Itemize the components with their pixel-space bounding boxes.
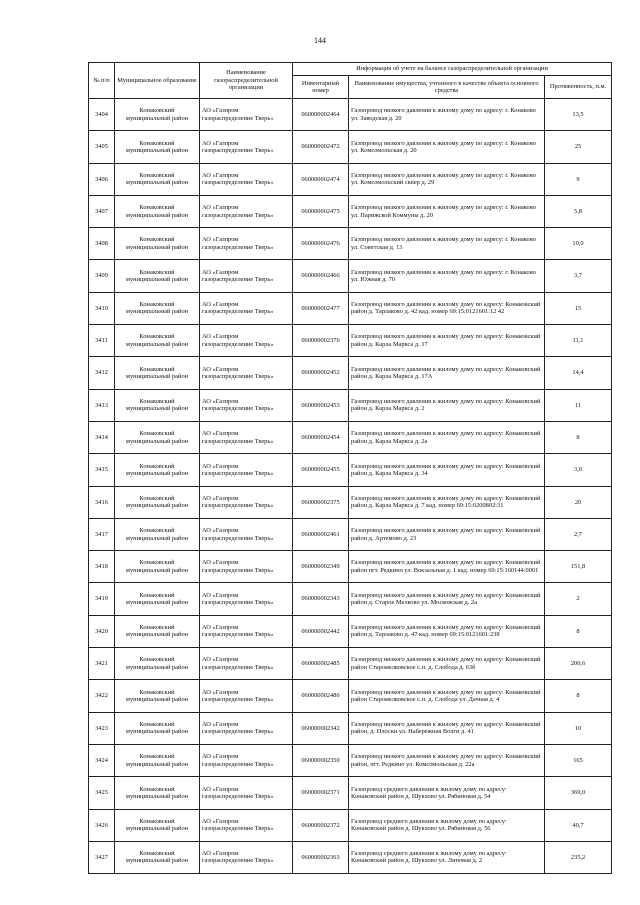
inventory-number-cell: 060000002343 (293, 583, 349, 615)
inventory-number-cell: 060000002349 (293, 551, 349, 583)
description-cell: Газопровод низкого давления к жилому дому по адресу: Конаковский район д. Старое Мелково ул. Московская д. 2а (349, 583, 545, 615)
row-number: 3422 (89, 680, 115, 712)
organization-cell: АО «Газпром газораспределение Тверь» (200, 712, 293, 744)
table-row (89, 454, 612, 486)
row-number: 3418 (89, 551, 115, 583)
inventory-number-cell: 060000002474 (293, 163, 349, 195)
page-number: 144 (314, 36, 326, 45)
length-cell: 10,0 (545, 228, 612, 260)
row-number: 3405 (89, 131, 115, 163)
municipality-cell: Конаковский муниципальный район (115, 518, 200, 550)
length-cell: 5,8 (545, 195, 612, 227)
municipality-cell: Конаковский муниципальный район (115, 777, 200, 809)
row-number: 3407 (89, 195, 115, 227)
municipality-cell: Конаковский муниципальный район (115, 583, 200, 615)
header-num: № п/п (89, 63, 115, 99)
inventory-number-cell: 060000002342 (293, 712, 349, 744)
municipality-cell: Конаковский муниципальный район (115, 131, 200, 163)
organization-cell: АО «Газпром газораспределение Тверь» (200, 99, 293, 131)
header-organization: Наименование газораспределительной организации (200, 63, 293, 99)
row-number: 3413 (89, 389, 115, 421)
length-cell: 8 (545, 615, 612, 647)
description-cell: Газопровод низкого давления к жилому дому по адресу: г. Конаково ул. Заводская д. 20 (349, 99, 545, 131)
organization-cell: АО «Газпром газораспределение Тверь» (200, 680, 293, 712)
length-cell: 2 (545, 583, 612, 615)
table-row (89, 615, 612, 647)
inventory-number-cell: 060000002375 (293, 486, 349, 518)
description-cell: Газопровод низкого давления к жилому дому по адресу: г. Конаково ул. Южная д. 70 (349, 260, 545, 292)
description-cell: Газопровод низкого давления к жилому дому по адресу: Конаковский район д. Тарлаково д. 47 кад. номер 69:15:0121601:238 (349, 615, 545, 647)
table-row (89, 680, 612, 712)
municipality-cell: Конаковский муниципальный район (115, 292, 200, 324)
municipality-cell: Конаковский муниципальный район (115, 809, 200, 841)
organization-cell: АО «Газпром газораспределение Тверь» (200, 357, 293, 389)
organization-cell: АО «Газпром газораспределение Тверь» (200, 841, 293, 873)
inventory-number-cell: 060000002363 (293, 841, 349, 873)
organization-cell: АО «Газпром газораспределение Тверь» (200, 518, 293, 550)
table-row (89, 99, 612, 131)
description-cell: Газопровод низкого давления к жилому дому по адресу: г. Конаково ул. Комсомольский сквер д. 29 (349, 163, 545, 195)
row-number: 3417 (89, 518, 115, 550)
table-row (89, 357, 612, 389)
row-number: 3408 (89, 228, 115, 260)
inventory-number-cell: 060000002455 (293, 454, 349, 486)
organization-cell: АО «Газпром газораспределение Тверь» (200, 228, 293, 260)
municipality-cell: Конаковский муниципальный район (115, 648, 200, 680)
organization-cell: АО «Газпром газораспределение Тверь» (200, 615, 293, 647)
description-cell: Газопровод низкого давления к жилому дому по адресу: Конаковский район д. Карла Маркса д. 7 кад. номер 69:15:0200802:31 (349, 486, 545, 518)
municipality-cell: Конаковский муниципальный район (115, 486, 200, 518)
description-cell: Газопровод низкого давления к жилому дому по адресу: Конаковский район д. Тарлаково д. 42 кад. номер 69:15:0121601:12 42 (349, 292, 545, 324)
length-cell: 13,5 (545, 99, 612, 131)
municipality-cell: Конаковский муниципальный район (115, 228, 200, 260)
organization-cell: АО «Газпром газораспределение Тверь» (200, 648, 293, 680)
table-row (89, 131, 612, 163)
table-row (89, 518, 612, 550)
table-row (89, 777, 612, 809)
organization-cell: АО «Газпром газораспределение Тверь» (200, 421, 293, 453)
organization-cell: АО «Газпром газораспределение Тверь» (200, 163, 293, 195)
municipality-cell: Конаковский муниципальный район (115, 163, 200, 195)
header-info-group: Информация об учете на балансе газораспределительной организации (293, 63, 612, 76)
row-number: 3411 (89, 325, 115, 357)
header-description: Наименование имущества, учтенного в качестве объекта основного средства (349, 76, 545, 99)
length-cell: 200,6 (545, 648, 612, 680)
description-cell: Газопровод низкого давления к жилому дому по адресу: Конаковский район д. Карла Маркса д. 2 (349, 389, 545, 421)
description-cell: Газопровод низкого давления к жилому дому по адресу: Конаковский район д. Карла Маркса д. 17 (349, 325, 545, 357)
inventory-number-cell: 060000002376 (293, 325, 349, 357)
table-row (89, 260, 612, 292)
inventory-number-cell: 060000002476 (293, 228, 349, 260)
length-cell: 369,0 (545, 777, 612, 809)
row-number: 3415 (89, 454, 115, 486)
description-cell: Газопровод среднего давления к жилому дому по адресу: Конаковский район д. Шукхово ул. Рябиновая д. 56 (349, 809, 545, 841)
table-row (89, 421, 612, 453)
row-number: 3412 (89, 357, 115, 389)
length-cell: 235,2 (545, 841, 612, 873)
length-cell: 11,1 (545, 325, 612, 357)
table-row (89, 583, 612, 615)
inventory-number-cell: 060000002454 (293, 421, 349, 453)
header-municipality: Муниципальное образование (115, 63, 200, 99)
municipality-cell: Конаковский муниципальный район (115, 551, 200, 583)
row-number: 3420 (89, 615, 115, 647)
municipality-cell: Конаковский муниципальный район (115, 680, 200, 712)
row-number: 3427 (89, 841, 115, 873)
inventory-number-cell: 060000002486 (293, 680, 349, 712)
description-cell: Газопровод низкого давления к жилому дому по адресу: Конаковский район д. Карла Маркса д. 2а (349, 421, 545, 453)
table-row (89, 809, 612, 841)
description-cell: Газопровод низкого давления к жилому дому по адресу: Конаковский район, д. Плоски ул. Набережная Волги д. 41 (349, 712, 545, 744)
description-cell: Газопровод низкого давления к жилому дому по адресу: г. Конаково ул. Комсомольская д. 20 (349, 131, 545, 163)
organization-cell: АО «Газпром газораспределение Тверь» (200, 486, 293, 518)
organization-cell: АО «Газпром газораспределение Тверь» (200, 292, 293, 324)
length-cell: 2,7 (545, 518, 612, 550)
inventory-number-cell: 060000002372 (293, 809, 349, 841)
length-cell: 25 (545, 131, 612, 163)
inventory-number-cell: 060000002442 (293, 615, 349, 647)
length-cell: 165 (545, 744, 612, 776)
table-row (89, 292, 612, 324)
row-number: 3409 (89, 260, 115, 292)
organization-cell: АО «Газпром газораспределение Тверь» (200, 260, 293, 292)
inventory-number-cell: 060000002466 (293, 260, 349, 292)
municipality-cell: Конаковский муниципальный район (115, 389, 200, 421)
description-cell: Газопровод низкого давления к жилому дому по адресу: г. Конаково ул. Советская д. 13 (349, 228, 545, 260)
table-row (89, 744, 612, 776)
inventory-number-cell: 060000002350 (293, 744, 349, 776)
description-cell: Газопровод низкого давления к жилому дому по адресу: Конаковский район д. Карла Маркса д. 34 (349, 454, 545, 486)
length-cell: 20 (545, 486, 612, 518)
municipality-cell: Конаковский муниципальный район (115, 357, 200, 389)
municipality-cell: Конаковский муниципальный район (115, 195, 200, 227)
inventory-number-cell: 060000002485 (293, 648, 349, 680)
inventory-number-cell: 060000002472 (293, 131, 349, 163)
length-cell: 3,7 (545, 260, 612, 292)
header-length: Протяженность, п.м. (545, 76, 612, 99)
municipality-cell: Конаковский муниципальный район (115, 841, 200, 873)
length-cell: 11 (545, 389, 612, 421)
table-row (89, 841, 612, 873)
table-row (89, 648, 612, 680)
row-number: 3410 (89, 292, 115, 324)
row-number: 3424 (89, 744, 115, 776)
length-cell: 15 (545, 292, 612, 324)
description-cell: Газопровод низкого давления к жилому дому по адресу: Конаковский район пгт. Редкино ул. Вокзальная д. 1 кад. номер 69:15:160144:0001 (349, 551, 545, 583)
municipality-cell: Конаковский муниципальный район (115, 260, 200, 292)
description-cell: Газопровод среднего давления к жилому дому по адресу: Конаковский район д. Шукхово ул. Рябиновая д. 54 (349, 777, 545, 809)
length-cell: 9 (545, 163, 612, 195)
table-row (89, 551, 612, 583)
municipality-cell: Конаковский муниципальный район (115, 712, 200, 744)
row-number: 3404 (89, 99, 115, 131)
description-cell: Газопровод низкого давления к жилому дому по адресу: Конаковский район Старомелковское с.п. д. Слобода ул. Дачная д. 4 (349, 680, 545, 712)
row-number: 3414 (89, 421, 115, 453)
row-number: 3423 (89, 712, 115, 744)
inventory-number-cell: 060000002461 (293, 518, 349, 550)
inventory-number-cell: 060000002452 (293, 357, 349, 389)
organization-cell: АО «Газпром газораспределение Тверь» (200, 551, 293, 583)
inventory-number-cell: 060000002371 (293, 777, 349, 809)
organization-cell: АО «Газпром газораспределение Тверь» (200, 195, 293, 227)
inventory-number-cell: 060000002464 (293, 99, 349, 131)
municipality-cell: Конаковский муниципальный район (115, 421, 200, 453)
length-cell: 14,4 (545, 357, 612, 389)
table-row (89, 712, 612, 744)
table-body (89, 99, 612, 874)
row-number: 3406 (89, 163, 115, 195)
table-row (89, 163, 612, 195)
table-row (89, 486, 612, 518)
organization-cell: АО «Газпром газораспределение Тверь» (200, 583, 293, 615)
inventory-number-cell: 060000002475 (293, 195, 349, 227)
description-cell: Газопровод низкого давления к жилому дому по адресу: Конаковский район, пгт. Редкино ул. Комсомольская д. 22а (349, 744, 545, 776)
row-number: 3426 (89, 809, 115, 841)
table-header (89, 63, 612, 99)
description-cell: Газопровод низкого давления к жилому дому по адресу: Конаковский район д. Карла Маркса д. 17А (349, 357, 545, 389)
table-row (89, 195, 612, 227)
length-cell: 3,0 (545, 454, 612, 486)
organization-cell: АО «Газпром газораспределение Тверь» (200, 777, 293, 809)
inventory-number-cell: 060000002453 (293, 389, 349, 421)
row-number: 3419 (89, 583, 115, 615)
description-cell: Газопровод низкого давления к жилому дому по адресу: Конаковский район Старомелковское с.п. д. Слобода д. 63б (349, 648, 545, 680)
inventory-number-cell: 060000002477 (293, 292, 349, 324)
header-inventory: Инвентарный номер (293, 76, 349, 99)
organization-cell: АО «Газпром газораспределение Тверь» (200, 389, 293, 421)
length-cell: 151,8 (545, 551, 612, 583)
organization-cell: АО «Газпром газораспределение Тверь» (200, 131, 293, 163)
row-number: 3421 (89, 648, 115, 680)
municipality-cell: Конаковский муниципальный район (115, 454, 200, 486)
municipality-cell: Конаковский муниципальный район (115, 744, 200, 776)
length-cell: 10 (545, 712, 612, 744)
organization-cell: АО «Газпром газораспределение Тверь» (200, 809, 293, 841)
municipality-cell: Конаковский муниципальный район (115, 99, 200, 131)
row-number: 3416 (89, 486, 115, 518)
organization-cell: АО «Газпром газораспределение Тверь» (200, 325, 293, 357)
municipality-cell: Конаковский муниципальный район (115, 325, 200, 357)
length-cell: 8 (545, 680, 612, 712)
table-row (89, 325, 612, 357)
description-cell: Газопровод низкого давления к жилому дому по адресу: г. Конаково ул. Парижской Коммуны д. 20 (349, 195, 545, 227)
description-cell: Газопровод низкого давления к жилому дому по адресу: Конаковский район д. Артемово д. 23 (349, 518, 545, 550)
length-cell: 8 (545, 421, 612, 453)
length-cell: 40,7 (545, 809, 612, 841)
organization-cell: АО «Газпром газораспределение Тверь» (200, 454, 293, 486)
municipality-cell: Конаковский муниципальный район (115, 615, 200, 647)
table-row (89, 389, 612, 421)
row-number: 3425 (89, 777, 115, 809)
organization-cell: АО «Газпром газораспределение Тверь» (200, 744, 293, 776)
description-cell: Газопровод среднего давления к жилому дому по адресу: Конаковский район д. Шукхово ул. Липовая д. 2 (349, 841, 545, 873)
table-row (89, 228, 612, 260)
gas-pipeline-registry-table (88, 62, 612, 874)
